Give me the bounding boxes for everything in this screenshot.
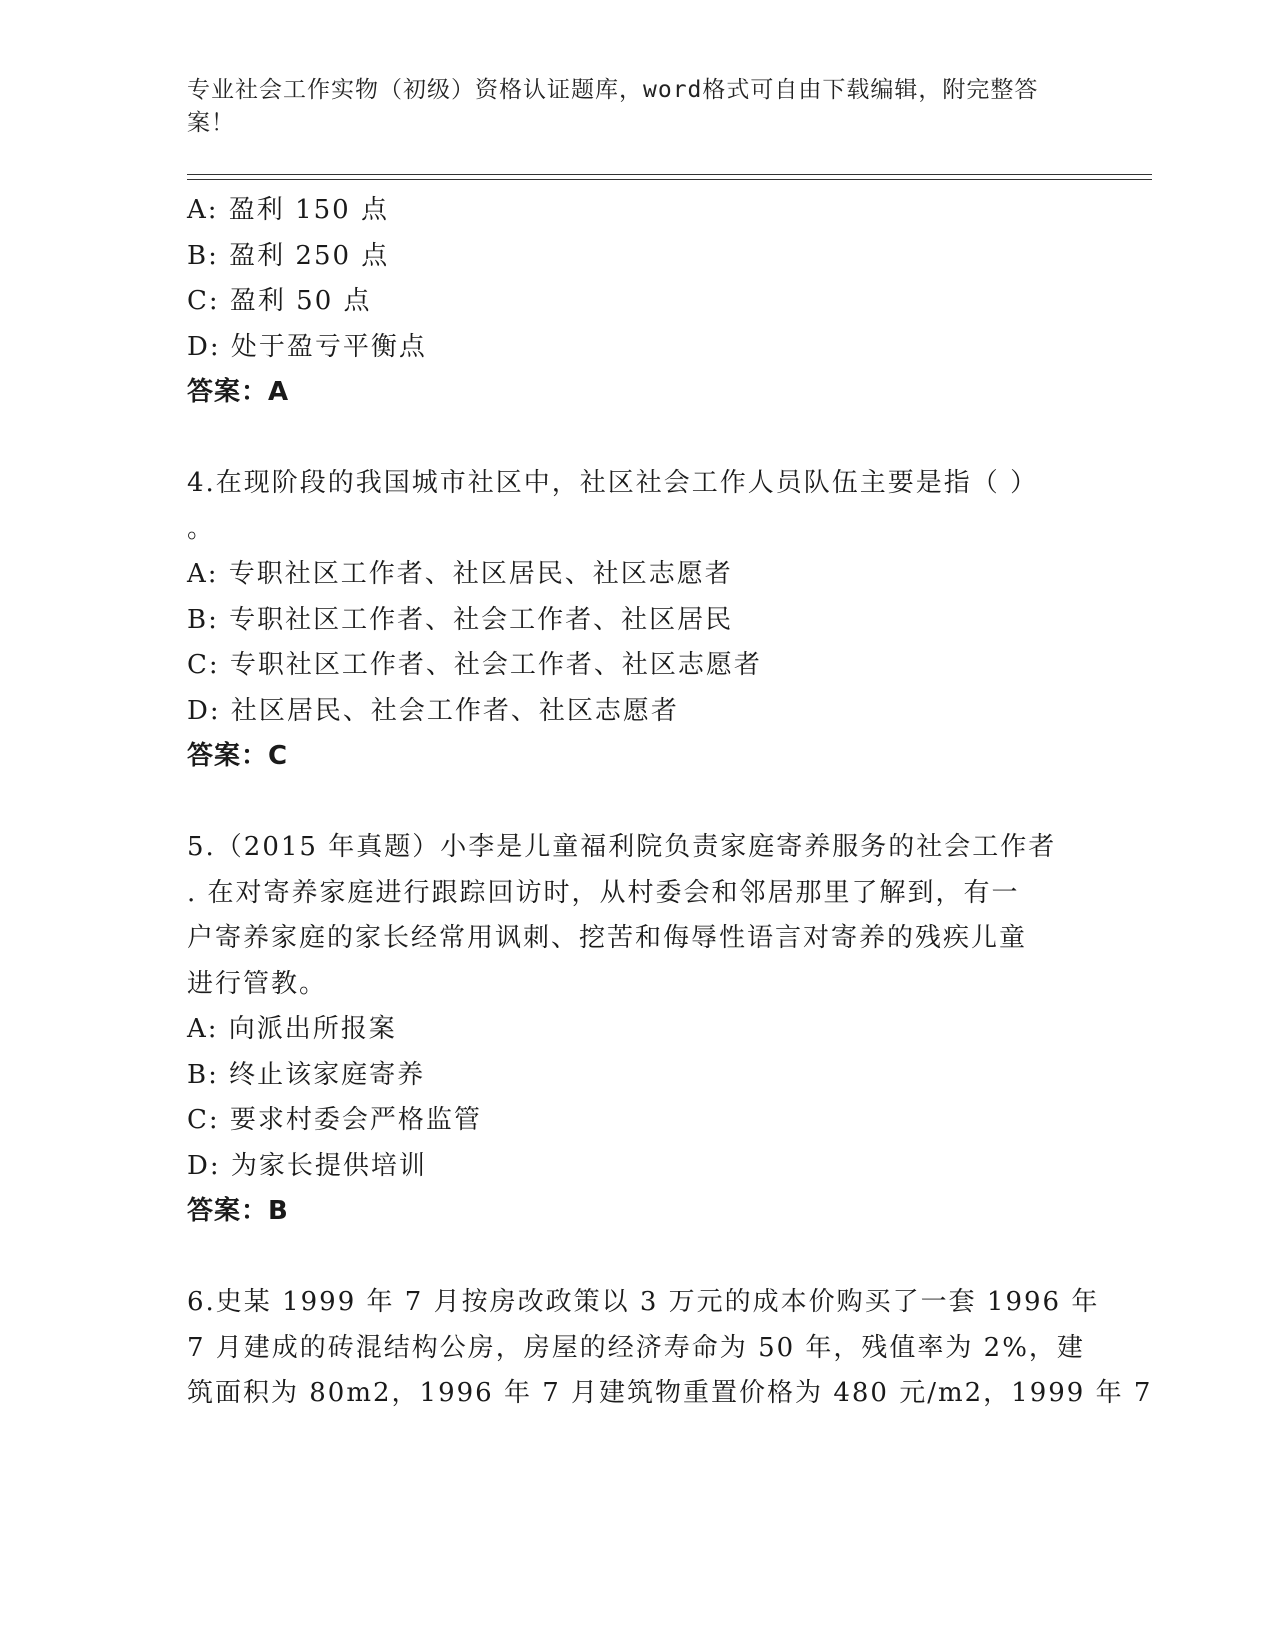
question-block-3 (187, 188, 1067, 416)
option-c: C: 要求村委会严格监管 (187, 1105, 482, 1135)
question-text-line: 户寄养家庭的家长经常用讽刺、挖苦和侮辱性语言对寄养的残疾儿童 (187, 923, 1028, 953)
option-d: D: 处于盈亏平衡点 (187, 331, 427, 362)
question-text-line: 5.（2015 年真题）小李是儿童福利院负责家庭寄养服务的社会工作者 (187, 832, 1057, 862)
question-text-line: . 在对寄养家庭进行跟踪回访时，从村委会和邻居那里了解到，有一 (187, 877, 1020, 908)
option-b: B: 盈利 250 点 (187, 240, 390, 271)
block-spacer (187, 416, 1067, 462)
header-divider-top (187, 174, 1152, 175)
answer-label: 答案：A (187, 377, 290, 407)
answer-label: 答案：C (187, 741, 289, 771)
document-header: 专业社会工作实物（初级）资格认证题库，word格式可自由下载编辑，附完整答案！ (187, 77, 1039, 136)
question-block-6 (187, 1280, 1153, 1417)
question-text-line: 6.史某 1999 年 7 月按房改政策以 3 万元的成本价购买了一套 1996 年 (187, 1287, 1100, 1317)
option-a: A: 专职社区工作者、社区居民、社区志愿者 (187, 559, 733, 589)
option-c: C: 盈利 50 点 (187, 286, 372, 316)
header-divider-bottom (187, 179, 1152, 180)
option-a: A: 盈利 150 点 (187, 195, 389, 225)
answer-label: 答案：B (187, 1196, 289, 1226)
question-text-line: 7 月建成的砖混结构公房，房屋的经济寿命为 50 年，残值率为 2%，建 (187, 1332, 1085, 1363)
block-spacer (187, 1235, 1067, 1281)
option-b: B: 专职社区工作者、社会工作者、社区居民 (187, 604, 734, 635)
option-b: B: 终止该家庭寄养 (187, 1059, 426, 1090)
question-text-line: 进行管教。 (187, 968, 328, 999)
question-block-4 (187, 461, 1067, 780)
option-c: C: 专职社区工作者、社会工作者、社区志愿者 (187, 650, 762, 680)
option-d: D: 为家长提供培训 (187, 1150, 427, 1181)
question-text-line: 。 (187, 513, 216, 544)
question-list (187, 188, 1153, 1417)
option-a: A: 向派出所报案 (187, 1014, 397, 1044)
question-text-line: 筑面积为 80m2，1996 年 7 月建筑物重置价格为 480 元/m2，1999 年 7 (187, 1378, 1153, 1408)
question-block-5 (187, 825, 1067, 1235)
option-d: D: 社区居民、社会工作者、社区志愿者 (187, 695, 679, 726)
question-text-line: 4.在现阶段的我国城市社区中，社区社会工作人员队伍主要是指（ ） (187, 468, 1039, 498)
block-spacer (187, 780, 1067, 826)
